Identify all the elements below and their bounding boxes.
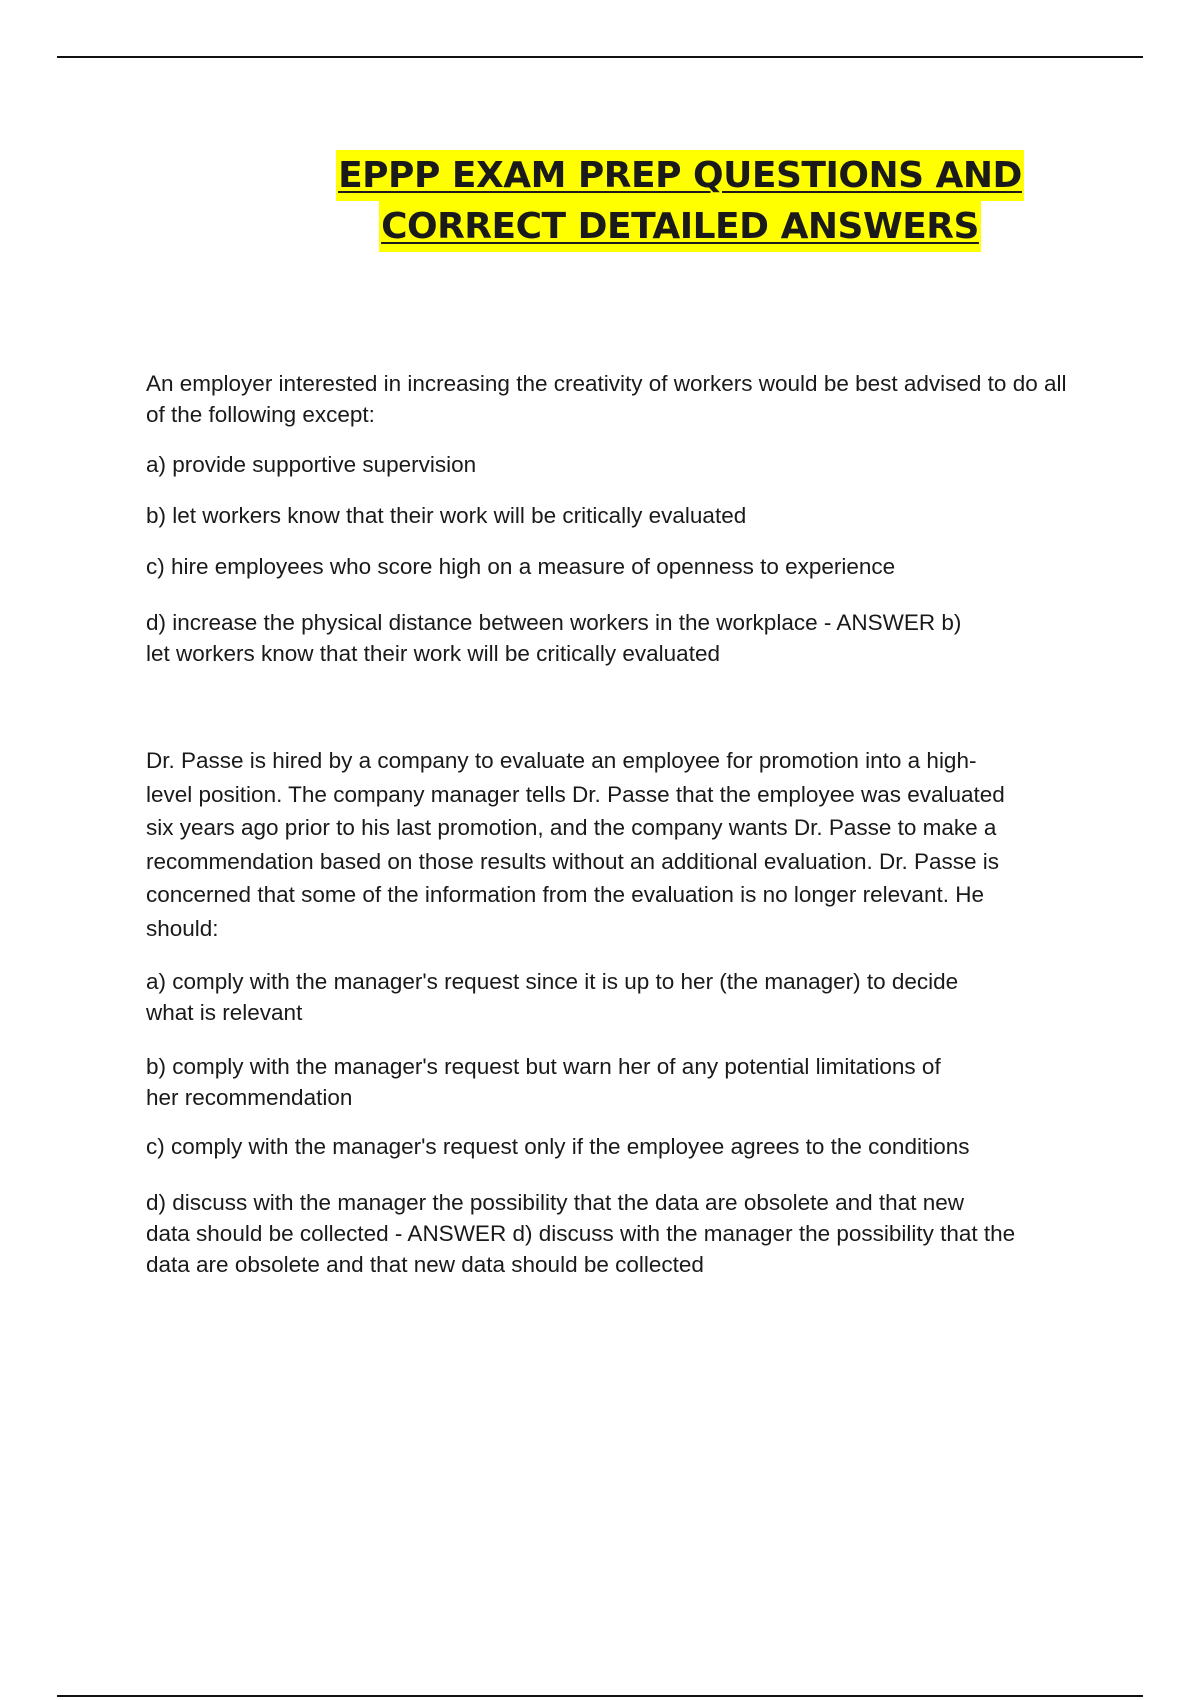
title-line-2: CORRECT DETAILED ANSWERS — [379, 201, 981, 252]
title-line-1: EPPP EXAM PREP QUESTIONS AND — [336, 150, 1024, 201]
document-title — [280, 150, 1080, 252]
question-1-option-b — [146, 500, 1076, 531]
question-stem: An employer interested in increasing the creativity of workers would be best advised to do all of the following except: — [146, 371, 1067, 427]
question-2-option-b — [146, 1051, 1076, 1113]
question-1-stem — [146, 368, 1076, 430]
answer-option-line: let workers know that their work will be critically evaluated — [146, 641, 720, 666]
question-stem-line: level position. The company manager tells Dr. Passe that the employee was evaluated — [146, 781, 1005, 807]
question-2-option-d — [146, 1187, 1076, 1280]
answer-option-line: data should be collected - ANSWER d) discuss with the manager the possibility that the — [146, 1221, 1016, 1246]
answer-option-line: d) discuss with the manager the possibility that the data are obsolete and that new — [146, 1190, 964, 1215]
answer-option-line: her recommendation — [146, 1085, 353, 1110]
question-1-option-c — [146, 551, 1076, 582]
question-1-option-d — [146, 607, 1076, 669]
answer-option-line: what is relevant — [146, 1000, 303, 1025]
answer-option: b) let workers know that their work will be critically evaluated — [146, 503, 747, 528]
question-stem-line: Dr. Passe is hired by a company to evaluate an employee for promotion into a high- — [146, 748, 977, 773]
question-2-option-c — [146, 1131, 1076, 1162]
answer-option: c) hire employees who score high on a measure of openness to experience — [146, 554, 896, 579]
top-rule — [57, 56, 1143, 58]
question-1-option-a — [146, 449, 1076, 480]
question-stem-line: six years ago prior to his last promotion, and the company wants Dr. Passe to make a — [146, 815, 997, 840]
question-stem-line: concerned that some of the information from the evaluation is no longer relevant. He — [146, 882, 984, 907]
answer-option-line: data are obsolete and that new data should be collected — [146, 1252, 704, 1277]
question-2-option-a — [146, 966, 1076, 1028]
question-2-stem — [146, 744, 1076, 945]
question-stem-line: recommendation based on those results without an additional evaluation. Dr. Passe is — [146, 848, 1000, 874]
question-stem-line: should: — [146, 915, 219, 941]
answer-option: c) comply with the manager's request only if the employee agrees to the conditions — [146, 1134, 970, 1159]
answer-option: a) provide supportive supervision — [146, 452, 477, 477]
bottom-rule — [57, 1695, 1143, 1697]
answer-option-line: a) comply with the manager's request since it is up to her (the manager) to decide — [146, 969, 959, 994]
answer-option-line: b) comply with the manager's request but warn her of any potential limitations of — [146, 1054, 941, 1079]
answer-option-line: d) increase the physical distance between workers in the workplace - ANSWER b) — [146, 610, 962, 635]
